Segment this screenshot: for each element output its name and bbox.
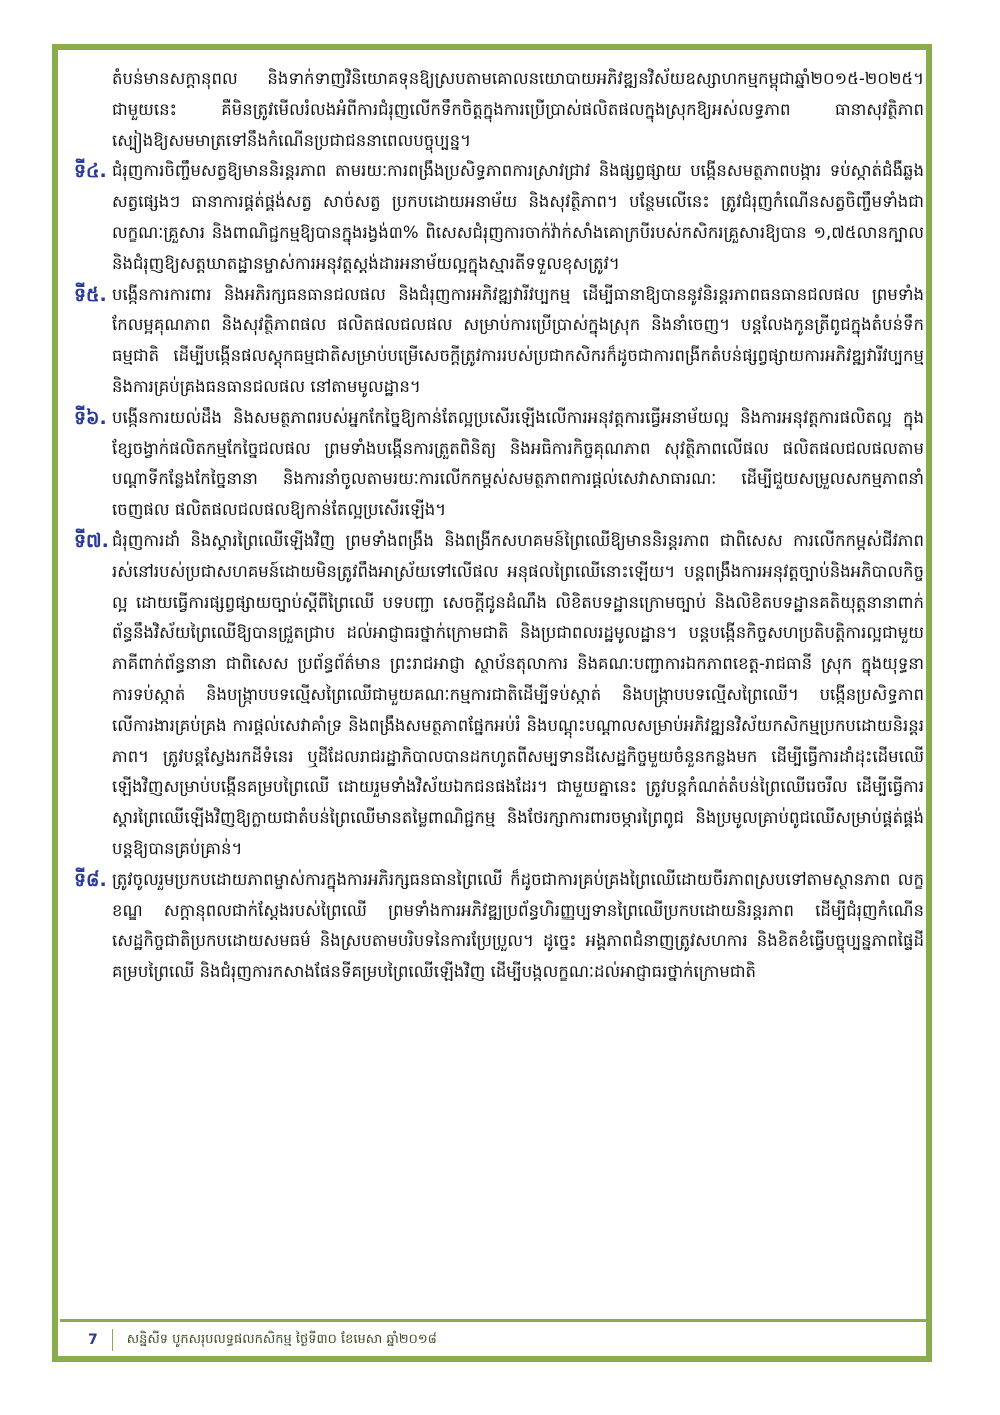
item-text: ជំរុញការដាំ និងស្តារព្រៃឈើឡើងវិញ ព្រមទាំងពង្រឹង និងពង្រីកសហគមន៍ព្រៃឈើឱ្យមាននិរន្តរភាព ជាពិសេស ការលើកកម្ពស់ជីវភាពរស់នៅរបស់ប្រជាសហគមន៍ដោយមិនត្រូវពឹងអាស្រ័យទៅលើផល អនុផលព្រៃឈើនោះឡើយ។ បន្តពង្រឹងការអនុវត្តច្បាប់និងអភិបាលកិច្ចល្អ ដោយធ្វើការផ្សព្វផ្សាយច្បាប់ស្តីពីព្រៃឈើ បទបញ្ជា សេចក្តីជូនដំណឹង លិខិតបទដ្ឋានក្រោមច្បាប់ និងលិខិតបទដ្ឋានគតិយុត្តនានាពាក់ព័ន្ធនឹងវិស័យព្រៃឈើឱ្យបានជ្រួតជ្រាប ដល់អាជ្ញាធរថ្នាក់ក្រោមជាតិ និងប្រជាពលរដ្ឋមូលដ្ឋាន។ បន្តបង្កើនកិច្ចសហប្រតិបត្តិការល្អជាមួយភាគីពាក់ព័ន្ធនានា ជាពិសេស ប្រព័ន្ធព័ត៌មាន ព្រះរាជអាជ្ញា ស្ថាប័នតុលាការ និងគណៈបញ្ជាការឯកភាពខេត្ត-រាជធានី ស្រុក ក្នុងយុទ្ធនាការទប់ស្កាត់ និងបង្ក្រាបបទល្មើសព្រៃឈើជាមួយគណៈកម្មការជាតិដើម្បីទប់ស្កាត់ និងបង្ក្រាបបទល្មើសព្រៃឈើ។ បង្កើនប្រសិទ្ធភាពលើការងារគ្រប់គ្រង ការផ្តល់សេវាគាំទ្រ និងពង្រឹងសមត្ថភាពផ្នែកអប់រំ និងបណ្តុះបណ្តាលសម្រាប់អភិវឌ្ឍនវិស័យកសិកម្មប្រកបដោយនិរន្តរភាព។ ត្រូវបន្តស្វែងរកដីទំនេរ ឬដីដែលរាជរដ្ឋាភិបាលបានដកហូតពីសម្បទានដីសេដ្ឋកិច្ចមួយចំនួនកន្លងមក ដើម្បីធ្វើការដាំដុះដើមឈើឡើងវិញសម្រាប់បង្កើនគម្របព្រៃឈើ ដោយរួមទាំងវិស័យឯកជនផងដែរ។ ជាមួយគ្នានេះ ត្រូវបន្តកំណត់តំបន់ព្រៃឈើរេចរឹល ដើម្បីធ្វើការស្តារព្រៃឈើឡើងវិញឱ្យក្លាយជាតំបន់ព្រៃឈើមានតម្លៃពាណិជ្ជកម្ម និងថែរក្សាការពារចម្ការព្រៃពូជ និងប្រមូលគ្រាប់ពូជឈើសម្រាប់ផ្គត់ផ្គង់បន្តឱ្យបានគ្រប់គ្រាន់។: [112, 530, 924, 858]
item-text: បង្កើនការការពារ និងអភិរក្សធនធានជលផល និងជំរុញការអភិវឌ្ឍវារីវប្បកម្ម ដើម្បីធានាឱ្យបាននូវនិរន្តរភាពធនធានជលផល ព្រមទាំងកែលម្អគុណភាព និងសុវត្ថិភាពផល ផលិតផលជលផល សម្រាប់ការប្រើប្រាស់ក្នុងស្រុក និងនាំចេញ។ បន្តលែងកូនត្រីពូជក្នុងតំបន់ទឹកធម្មជាតិ ដើម្បីបង្កើនផលស្តុកធម្មជាតិសម្រាប់បម្រើសេចក្តីត្រូវការរបស់ប្រជាកសិករក៏ដូចជាការពង្រីកតំបន់ផ្សព្វផ្សាយការអភិវឌ្ឍវារីវប្បកម្ម និងការគ្រប់គ្រងធនធានជលផល នៅតាមមូលដ្ឋាន។: [112, 284, 924, 396]
page-footer: [88, 1326, 908, 1354]
item-number: ទី៦.: [74, 406, 107, 429]
footer-separator: [112, 1329, 113, 1351]
list-item: [74, 865, 924, 988]
item-number: ទី៤.: [74, 160, 107, 183]
item-text: ត្រូវចូលរួមប្រកបដោយភាពម្ចាស់ការក្នុងការអភិរក្សធនធានព្រៃឈើ ក៏ដូចជាការគ្រប់គ្រងព្រៃឈើដោយចីរភាពស្របទៅតាមស្ថានភាព លក្ខខណ្ឌ សក្តានុពលជាក់ស្តែងរបស់ព្រៃឈើ ព្រមទាំងការអភិវឌ្ឍប្រព័ន្ធហិរញ្ញប្បទានព្រៃឈើប្រកបដោយនិរន្តរភាព ដើម្បីជំរុញកំណើនសេដ្ឋកិច្ចជាតិប្រកបដោយសមធម៌ និងស្របតាមបរិបទនៃការប្រែប្រួល។ ដូច្នេះ អង្គភាពជំនាញត្រូវសហការ និងខិតខំធ្វើបច្ចុប្បន្នភាពផ្ទៃដីគម្របព្រៃឈើ និងជំរុញការកសាងផែនទីគម្របព្រៃឈើឡើងវិញ ដើម្បីបង្កលក្ខណៈដល់អាជ្ញាធរថ្នាក់ក្រោមជាតិ: [112, 869, 924, 982]
list-item: [74, 156, 924, 279]
list-item: [74, 280, 924, 403]
footer-divider: [60, 1319, 928, 1322]
page-number: 7: [88, 1332, 98, 1348]
item-number: ទី៥.: [74, 283, 107, 306]
page-content: [74, 64, 924, 1309]
list-item: [74, 403, 924, 526]
item-text: ជំរុញការចិញ្ចឹមសត្វឱ្យមាននិរន្តរភាព តាមរយៈការពង្រឹងប្រសិទ្ធភាពការស្រាវជ្រាវ និងផ្សព្វផ្សាយ បង្កើនសមត្ថភាពបង្ការ ទប់ស្កាត់ជំងឺឆ្លងសត្វផ្សេងៗ ធានាការផ្គត់ផ្គង់សត្វ សាច់សត្វ ប្រកបដោយអនាម័យ និងសុវត្ថិភាព។ បន្ថែមលើនេះ ត្រូវជំរុញកំណើនសត្វចិញ្ចឹមទាំងជាលក្ខណៈគ្រួសារ និងពាណិជ្ជកម្មឱ្យបានក្នុងរង្វង់៣% ពិសេសជំរុញការចាក់វ៉ាក់សាំងគោក្របីរបស់កសិករគ្រួសារឱ្យបាន ១,៧៥លានក្បាល និងជំរុញឱ្យសត្តឃាតដ្ឋានម្ចាស់ការអនុវត្តស្តង់ដារអនាម័យល្អក្នុងស្មារតីទទួលខុសត្រូវ។: [112, 161, 924, 273]
item-number: ទី៨.: [74, 868, 107, 891]
footer-caption: សន្និសីទ បូកសរុបលទ្ធផលកសិកម្ម ថ្ងៃទី៣០ ខែមេសា ឆ្នាំ២០១៨: [126, 1331, 437, 1347]
item-text: បង្កើនការយល់ដឹង និងសមត្ថភាពរបស់អ្នកកែច្នៃឱ្យកាន់តែល្អប្រសើរឡើងលើការអនុវត្តការធ្វើអនាម័យល្អ និងការអនុវត្តការផលិតល្អ ក្នុងខ្សែចង្វាក់ផលិតកម្មកែច្នៃជលផល ព្រមទាំងបង្កើនការត្រួតពិនិត្យ និងអធិការកិច្ចគុណភាព សុវត្ថិភាពលើផល ផលិតផលជលផលតាមបណ្តាទីកន្លែងកែច្នៃនានា និងការនាំចូលតាមរយៈការលើកកម្ពស់សមត្ថភាពការផ្តល់សេវាសាធារណៈ ដើម្បីជួយសម្រួលសកម្មភាពនាំចេញផល ផលិតផលជលផលឱ្យកាន់តែល្អប្រសើរឡើង។: [112, 407, 924, 520]
intro-paragraph: តំបន់មានសក្តានុពល និងទាក់ទាញវិនិយោគទុនឱ្យស្របតាមគោលនយោបាយអភិវឌ្ឍនវិស័យឧស្សាហកម្មកម្ពុជាឆ្នាំ២០១៥-២០២៥។ ជាមួយនេះ គឺមិនត្រូវមើលរំលងអំពីការជំរុញលើកទឹកចិត្តក្នុងការប្រើប្រាស់ផលិតផលក្នុងស្រុកឱ្យអស់លទ្ធភាព ធានាសុវត្ថិភាពស្បៀងឱ្យសមមាត្រទៅនឹងកំណើនប្រជាជននាពេលបច្ចុប្បន្ន។: [112, 69, 924, 150]
item-number: ទី៧.: [74, 529, 109, 552]
list-item: [74, 526, 924, 865]
